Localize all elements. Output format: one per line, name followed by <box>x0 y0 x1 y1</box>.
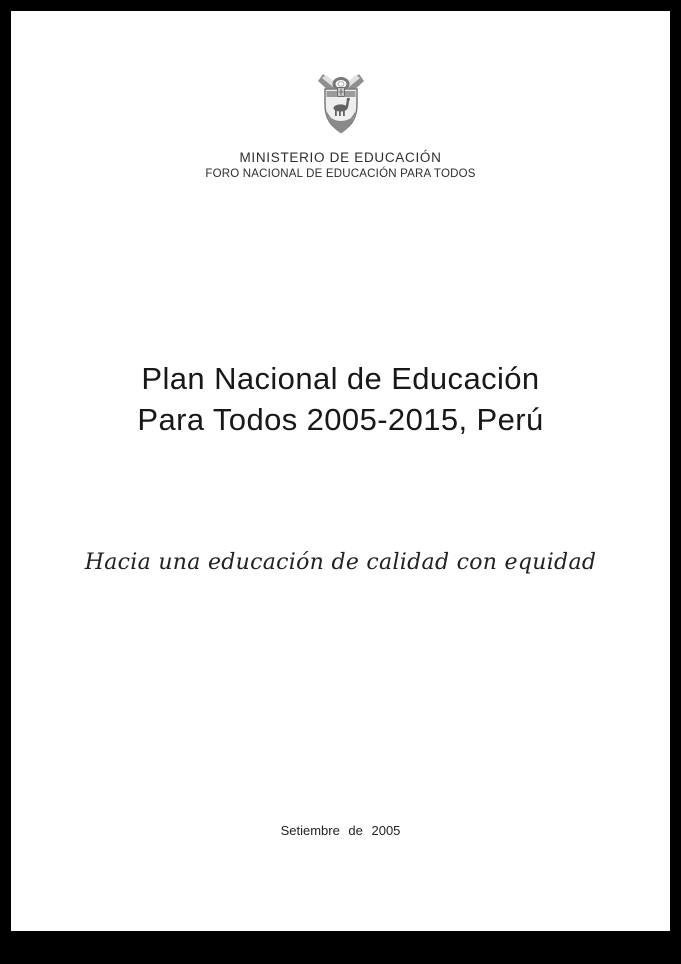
document-title <box>11 358 670 440</box>
cover-sheet <box>11 11 670 931</box>
title-line-2: Para Todos 2005-2015, Perú <box>137 402 544 437</box>
ministry-name: MINISTERIO DE EDUCACIÓN <box>239 150 442 165</box>
forum-name: FORO NACIONAL DE EDUCACIÓN PARA TODOS <box>205 168 476 180</box>
publication-date: Setiembre de 2005 <box>280 823 401 838</box>
title-line-1: Plan Nacional de Educación <box>141 361 540 396</box>
document-subtitle: Hacia una educación de calidad con equidad <box>84 550 597 575</box>
peru-coat-of-arms-icon <box>317 74 365 140</box>
